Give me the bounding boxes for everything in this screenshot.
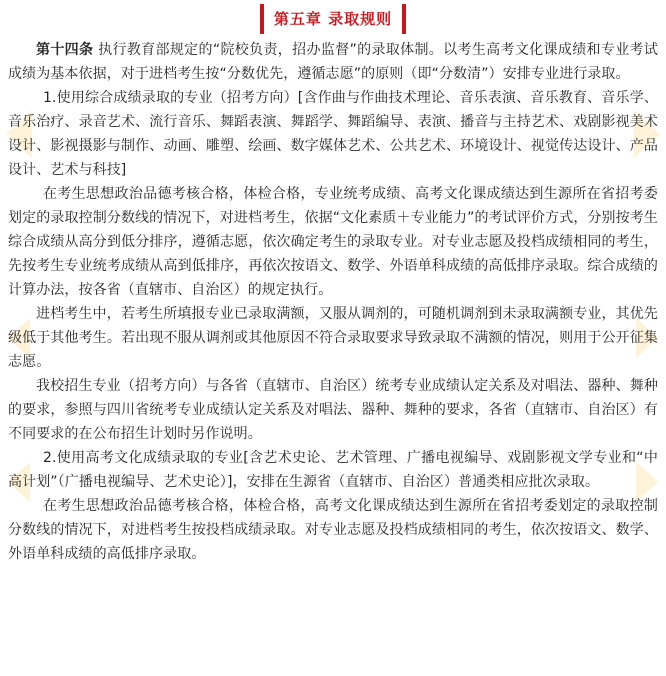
- article-intro-paragraph: [8, 38, 658, 86]
- section-2-paragraph: 2.使用高考文化成绩录取的专业[含艺术史论、艺术管理、广播电视编导、戏剧影视文学专业和“中高计划”（广播电视编导、艺术史论）]，安排在生源省（直辖市、自治区）普通类相应批次录取。: [8, 450, 658, 490]
- article-label: 第十四条: [36, 42, 94, 58]
- chapter-header: [0, 4, 666, 34]
- article-content: [8, 38, 658, 566]
- chapter-title: 第五章 录取规则: [260, 4, 406, 34]
- adjustment-paragraph: 进档考生中，若考生所填报专业已录取满额，又服从调剂的，可随机调剂到未录取满额专业，其优先级低于其他考生。若出现不服从调剂或其他原因不符合录取要求导致录取不满额的情况，则用于公开征集志愿。: [8, 306, 658, 370]
- province-mapping-paragraph: 我校招生专业（招考方向）与各省（直辖市、自治区）统考专业成绩认定关系及对唱法、器种、舞种的要求，参照与四川省统考专业成绩认定关系及对唱法、器种、舞种的要求，各省（直辖市、自治区）有不同要求的在公布招生计划时另作说明。: [8, 378, 658, 442]
- section-1-paragraph: 1.使用综合成绩录取的专业（招考方向）[含作曲与作曲技术理论、音乐表演、音乐教育、音乐学、音乐治疗、录音艺术、流行音乐、舞蹈表演、舞蹈学、舞蹈编导、表演、播音与主持艺术、戏剧影视美术设计、影视摄影与制作、动画、雕塑、绘画、数字媒体艺术、公共艺术、环境设计、视觉传达设计、产品设计、艺术与科技]: [8, 90, 658, 178]
- article-intro-text: 执行教育部规定的“院校负责，招办监督”的录取体制。以考生高考文化课成绩和专业考试成绩为基本依据，对于进档考生按“分数优先，遵循志愿”的原则（即“分数清”）安排专业进行录取。: [8, 42, 658, 82]
- section-1-criteria-paragraph: 在考生思想政治品德考核合格，体检合格，专业统考成绩、高考文化课成绩达到生源所在省招考委划定的录取控制分数线的情况下，对进档考生，依据“文化素质＋专业能力”的考试评价方式，分别按考生综合成绩从高分到低分排序，遵循志愿，依次确定考生的录取专业。对专业志愿及投档成绩相同的考生，先按考生专业统考成绩从高到低排序，再依次按语文、数学、外语单科成绩的高低排序录取。综合成绩的计算办法，按各省（直辖市、自治区）的规定执行。: [8, 186, 658, 298]
- section-2-criteria-paragraph: 在考生思想政治品德考核合格，体检合格，高考文化课成绩达到生源所在省招考委划定的录取控制分数线的情况下，对进档考生按投档成绩录取。对专业志愿及投档成绩相同的考生，依次按语文、数学、外语单科成绩的高低排序录取。: [8, 498, 658, 562]
